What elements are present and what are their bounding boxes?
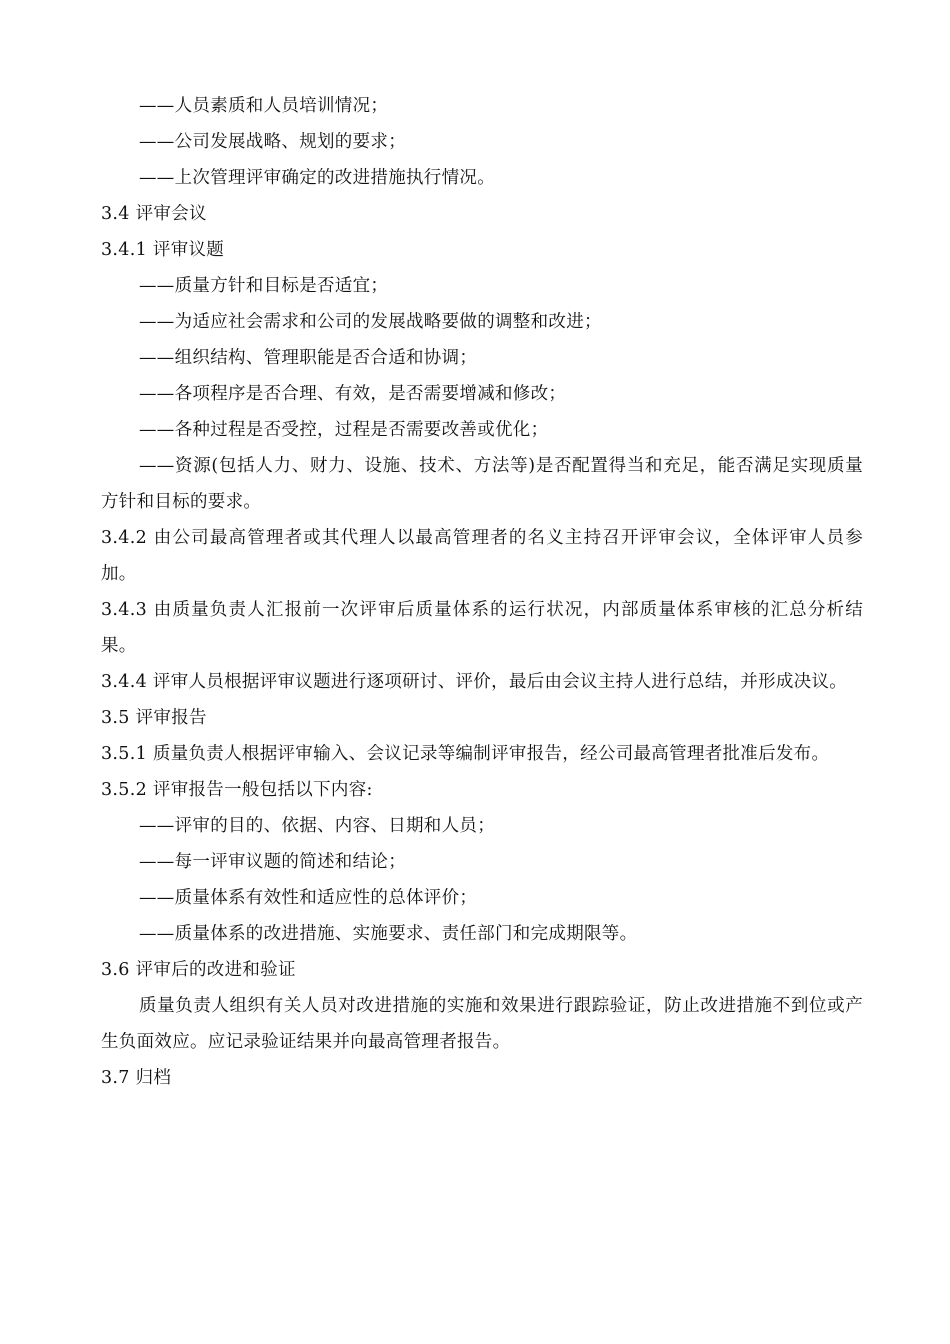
paragraph: 3.4.4 评审人员根据评审议题进行逐项研讨、评价，最后由会议主持人进行总结，并形成决议。 <box>101 672 848 692</box>
subsection-heading: 3.5.2 评审报告一般包括以下内容: <box>101 780 373 800</box>
section-heading: 3.5 评审报告 <box>101 708 207 728</box>
list-item: ——每一评审议题的简述和结论； <box>139 852 406 872</box>
list-item: ——为适应社会需求和公司的发展战略要做的调整和改进； <box>139 312 602 332</box>
list-item: ——人员素质和人员培训情况； <box>139 96 389 116</box>
paragraph: 质量负责人组织有关人员对改进措施的实施和效果进行跟踪验证，防止改进措施不到位或产生负面效应。应记录验证结果并向最高管理者报告。 <box>101 996 863 1052</box>
list-item: ——组织结构、管理职能是否合适和协调； <box>139 348 478 368</box>
list-item: ——上次管理评审确定的改进措施执行情况。 <box>139 168 495 188</box>
paragraph: 3.4.3 由质量负责人汇报前一次评审后质量体系的运行状况，内部质量体系审核的汇总分析结果。 <box>101 600 863 656</box>
list-item: ——各项程序是否合理、有效，是否需要增减和修改； <box>139 384 567 404</box>
list-item: ——公司发展战略、规划的要求； <box>139 132 406 152</box>
list-item: ——质量方针和目标是否适宜； <box>139 276 389 296</box>
paragraph: 3.5.1 质量负责人根据评审输入、会议记录等编制评审报告，经公司最高管理者批准后发布。 <box>101 744 830 764</box>
list-item: ——质量体系的改进措施、实施要求、责任部门和完成期限等。 <box>139 924 638 944</box>
section-heading: 3.7 归档 <box>101 1068 172 1088</box>
list-item: ——评审的目的、依据、内容、日期和人员； <box>139 816 495 836</box>
list-item: ——各种过程是否受控，过程是否需要改善或优化； <box>139 420 549 440</box>
list-item: ——资源(包括人力、财力、设施、技术、方法等)是否配置得当和充足，能否满足实现质量方针和目标的要求。 <box>101 456 863 512</box>
list-item: ——质量体系有效性和适应性的总体评价； <box>139 888 478 908</box>
section-heading: 3.4 评审会议 <box>101 204 207 224</box>
subsection-heading: 3.4.1 评审议题 <box>101 240 225 260</box>
section-heading: 3.6 评审后的改进和验证 <box>101 960 296 980</box>
paragraph: 3.4.2 由公司最高管理者或其代理人以最高管理者的名义主持召开评审会议，全体评审人员参加。 <box>101 528 863 584</box>
document-body <box>101 88 863 1096</box>
